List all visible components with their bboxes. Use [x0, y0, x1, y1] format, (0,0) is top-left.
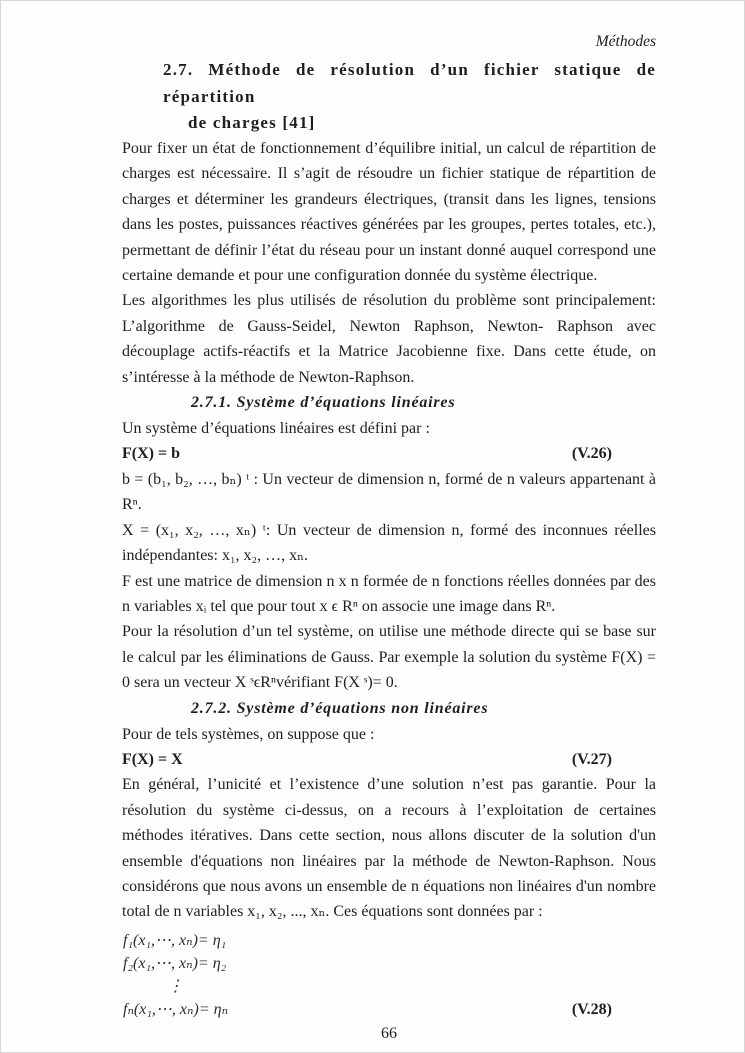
running-header: Méthodes	[595, 33, 656, 50]
equation-v27: F(X) = X	[122, 750, 183, 768]
matrix-f-definition: F est une matrice de dimension n x n formée de n fonctions réelles données par des n variables xᵢ tel que pour tout x ϵ Rⁿ on associe une image dans Rⁿ.	[122, 572, 656, 615]
equation-v27-row	[122, 747, 656, 772]
paragraph-intro-1: Pour fixer un état de fonctionnement d’équilibre initial, un calcul de répartition de charges est nécessaire. Il s’agit de résoudre un fichier statique de répartition de charges et déterminer les grandeurs électriques, (transit dans les lignes, tensions dans les postes, puissances réactives générées par les groupes, pertes totales, etc.), permettant de définir l’état du réseau pour un instant donné auquel correspond une certaine demande et pour une configuration donnée du système électrique.	[122, 140, 656, 285]
equation-v28-row	[122, 929, 656, 1021]
section-heading-line2: de charges [41]	[188, 113, 316, 132]
vector-x-definition: X = (x₁, x₂, …, xₙ) ᵗ: Un vecteur de dimension n, formé des inconnues réelles indépendantes: x₁, x₂, …, xₙ.	[122, 521, 656, 565]
paragraph-intro-2: Les algorithmes les plus utilisés de résolution du problème sont principalement: L’algorithme de Gauss-Seidel, Newton Raphson, Newton- Raphson avec découplage actifs-réactifs et la Matrice Jacobienne fixe. Dans cette étude, on s’intéresse à la méthode de Newton-Raphson.	[122, 292, 656, 386]
vector-b-definition: b = (b₁, b₂, …, bₙ) ᵗ : Un vecteur de dimension n, formé de n valeurs appartenant à Rⁿ.	[122, 470, 656, 514]
section-heading-line1	[163, 56, 656, 110]
equation-f1: f₁(x₁,⋯, xₙ)= η₁	[123, 931, 227, 949]
equation-fn: fₙ(x₁,⋯, xₙ)= ηₙ	[123, 1000, 229, 1018]
nonlinear-paragraph: En général, l’unicité et l’existence d’une solution n’est pas garantie. Pour la résolution du système ci-dessus, on a recours à l’exploitation de certaines méthodes itératives. Dans cette section, nous allons discuter de la solution d'un ensemble d'équations non linéaires par la méthode de Newton-Raphson. Nous considérons que nous avons un ensemble de n équations non linéaires d'un nombre total de n variables x₁, x₂, ..., xₙ. Ces équations sont données par :	[122, 776, 656, 921]
direct-method-paragraph: Pour la résolution d’un tel système, on utilise une méthode directe qui se base sur le calcul par les éliminations de Gauss. Par exemple la solution du système F(X) = 0 sera un vecteur X ˢϵRⁿvérifiant F(X ˢ)= 0.	[122, 623, 656, 692]
equation-system	[123, 929, 228, 1021]
equation-v26: F(X) = b	[122, 445, 180, 463]
linear-system-lead: Un système d’équations linéaires est défini par :	[122, 420, 430, 438]
vertical-ellipsis: ⋮	[167, 977, 184, 995]
section-title-line1: Méthode de résolution d’un fichier statique de répartition	[163, 60, 656, 106]
subsection-heading-2-7-1: 2.7.1. Système d’équations linéaires	[191, 394, 456, 412]
equation-f2: f₂(x₁,⋯, xₙ)= η₂	[123, 954, 227, 972]
nonlinear-system-lead: Pour de tels systèmes, on suppose que :	[122, 725, 375, 743]
section-number: 2.7.	[163, 60, 194, 79]
page-number: 66	[381, 1024, 397, 1042]
equation-v26-label: (V.26)	[571, 445, 612, 463]
subsection-heading-2-7-2: 2.7.2. Système d’équations non linéaires	[191, 699, 489, 717]
equation-v28-label: (V.28)	[571, 1000, 612, 1018]
equation-v26-row	[122, 441, 656, 466]
equation-v27-label: (V.27)	[571, 750, 612, 768]
